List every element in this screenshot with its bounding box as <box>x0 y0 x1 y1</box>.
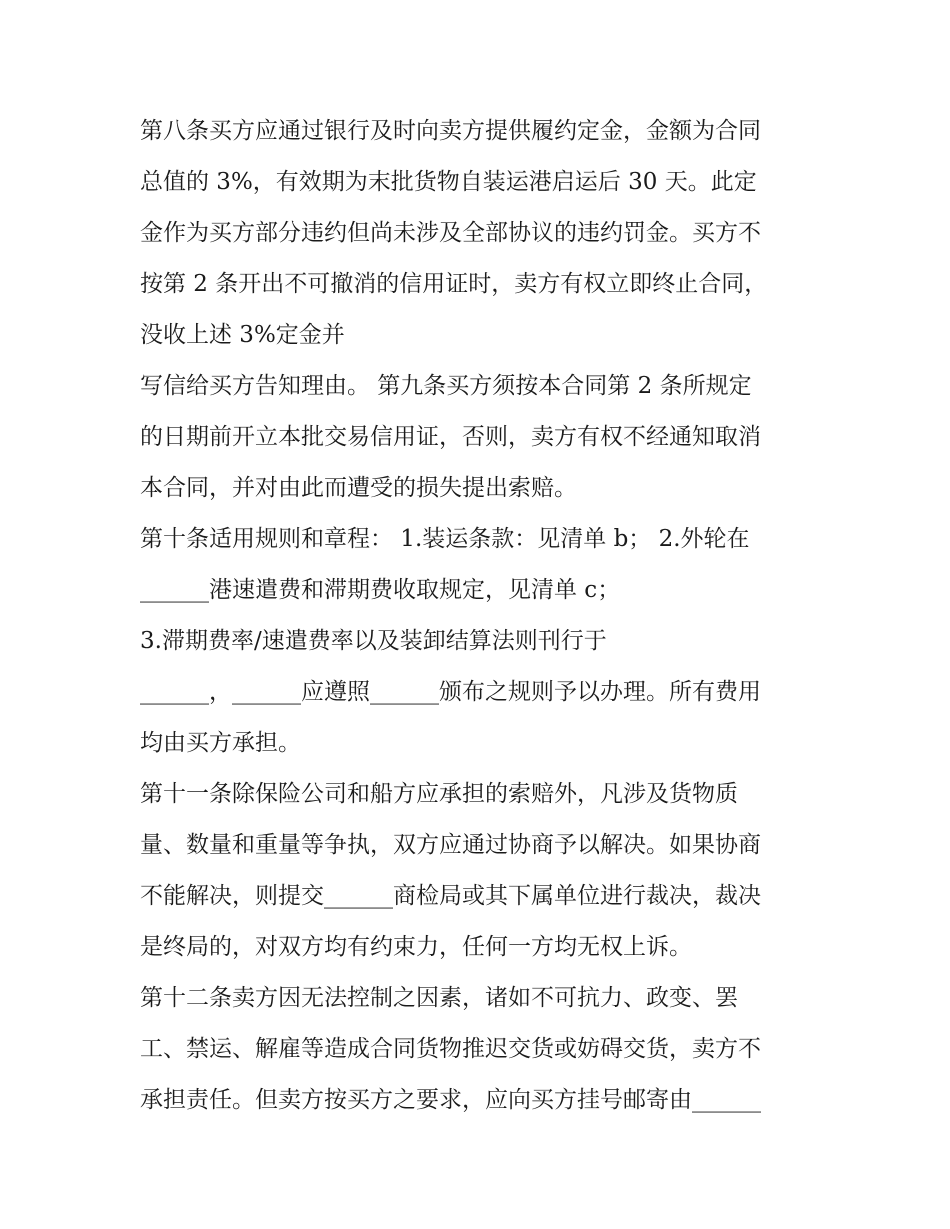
text-line: 工、禁运、解雇等造成合同货物推迟交货或妨碍交货，卖方不 <box>140 1036 761 1062</box>
text-line: 第八条买方应通过银行及时向卖方提供履约定金，金额为合同 <box>140 118 761 144</box>
text-line: ______港速遣费和滞期费收取规定，见清单 c； <box>140 577 621 603</box>
text-line: 3.滞期费率/速遣费率以及装卸结算法则刊行于 <box>140 628 607 654</box>
text-line: 金作为买方部分违约但尚未涉及全部协议的违约罚金。买方不 <box>140 220 761 246</box>
text-line: 量、数量和重量等争执，双方应通过协商予以解决。如果协商 <box>140 832 761 858</box>
text-line: 不能解决，则提交______商检局或其下属单位进行裁决，裁决 <box>140 883 761 909</box>
text-line: 均由买方承担。 <box>140 730 301 756</box>
text-line: 第十条适用规则和章程： 1.装运条款：见清单 b； 2.外轮在 <box>140 526 750 552</box>
contract-text <box>140 106 820 1126</box>
text-line: 是终局的，对双方均有约束力，任何一方均无权上诉。 <box>140 934 692 960</box>
text-line: 写信给买方告知理由。 第九条买方须按本合同第 2 条所规定 <box>140 373 752 399</box>
text-line: 总值的 3%，有效期为末批货物自装运港启运后 30 天。此定 <box>140 169 757 195</box>
text-line: 第十二条卖方因无法控制之因素，诸如不可抗力、政变、罢 <box>140 985 738 1011</box>
text-line: 的日期前开立本批交易信用证，否则，卖方有权不经通知取消 <box>140 424 761 450</box>
text-line: ______，______应遵照______颁布之规则予以办理。所有费用 <box>140 679 761 705</box>
text-line: 第十一条除保险公司和船方应承担的索赔外，凡涉及货物质 <box>140 781 738 807</box>
text-line: 没收上述 3%定金并 <box>140 322 345 348</box>
text-line: 本合同，并对由此而遭受的损失提出索赔。 <box>140 475 577 501</box>
text-line: 承担责任。但卖方按买方之要求，应向买方挂号邮寄由______ <box>140 1087 761 1113</box>
text-line: 按第 2 条开出不可撤消的信用证时，卖方有权立即终止合同， <box>140 271 768 297</box>
